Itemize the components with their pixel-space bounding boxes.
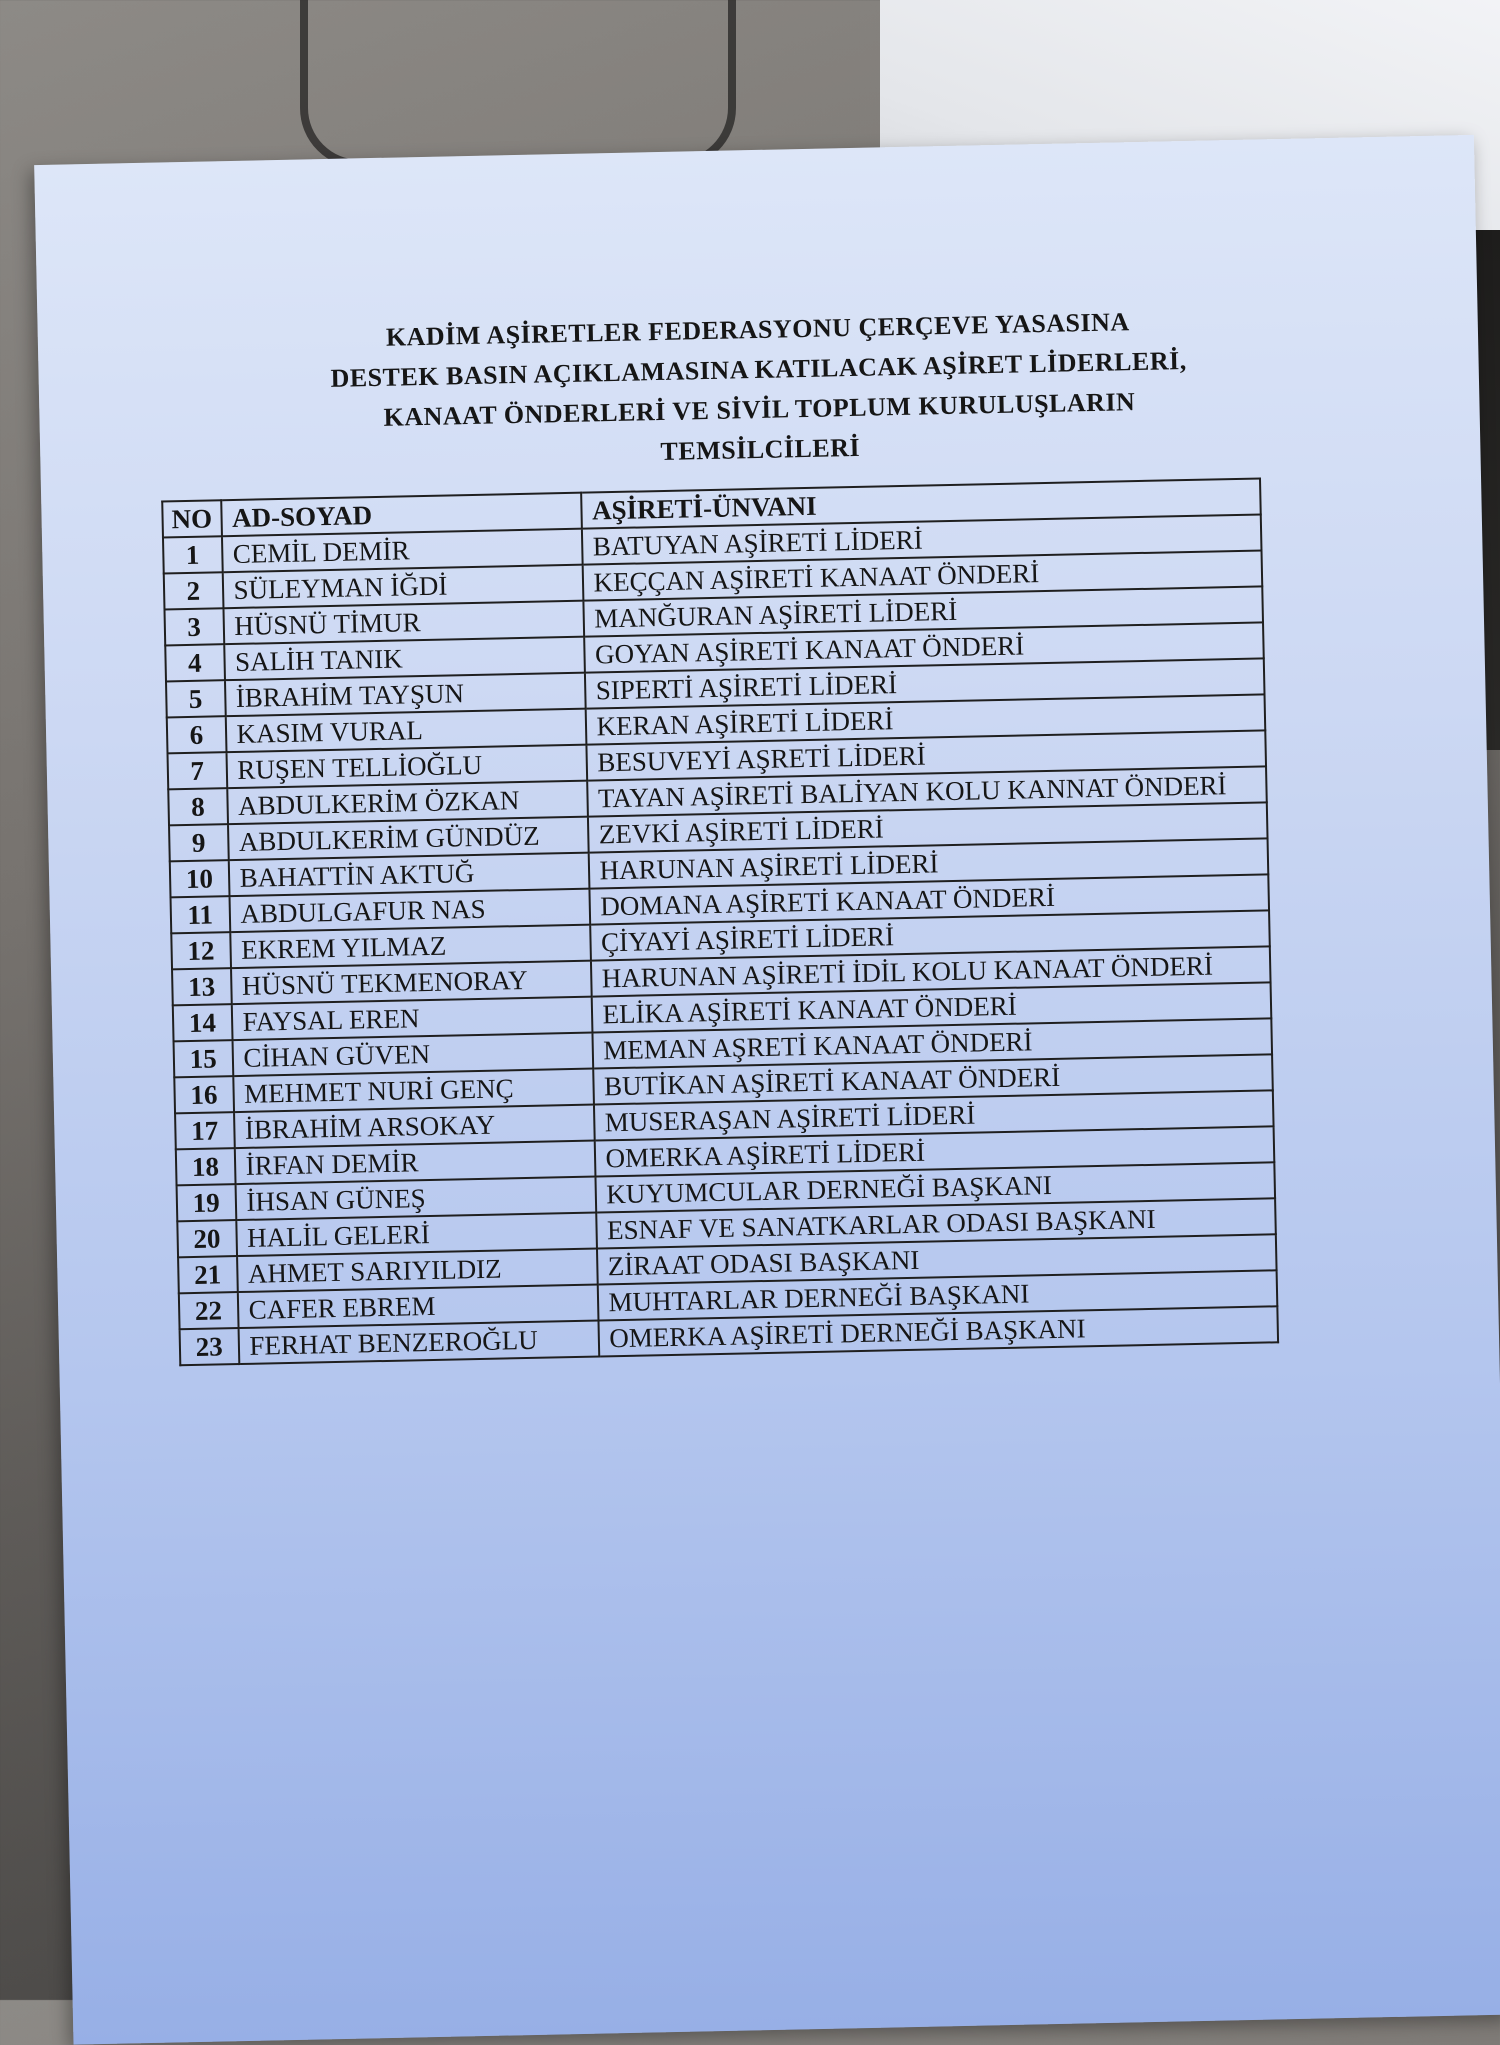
row-number: 8	[168, 788, 227, 825]
row-number: 6	[167, 716, 226, 753]
row-name: SALİH TANIK	[224, 637, 585, 681]
title-line: KADİM AŞİRETLER FEDERASYONU ÇERÇEVE YASASINA	[385, 307, 1130, 352]
row-number: 10	[170, 860, 229, 897]
row-title: TAYAN AŞİRETİ BALİYAN KOLU KANNAT ÖNDERİ	[587, 766, 1267, 816]
row-number: 17	[175, 1112, 234, 1149]
row-title: GOYAN AŞİRETİ KANAAT ÖNDERİ	[584, 622, 1264, 672]
row-title: KERAN AŞİRETİ LİDERİ	[585, 694, 1265, 744]
row-number: 22	[179, 1292, 238, 1329]
row-title: OMERKA AŞİRETİ LİDERİ	[594, 1126, 1274, 1176]
row-name: ABDULGAFUR NAS	[229, 889, 590, 933]
row-name: HALİL GELERİ	[236, 1213, 597, 1257]
row-name: HÜSNÜ TİMUR	[223, 601, 584, 645]
row-number: 2	[164, 572, 223, 609]
row-number: 23	[180, 1328, 239, 1365]
row-number: 21	[178, 1256, 237, 1293]
row-name: FERHAT BENZEROĞLU	[238, 1321, 599, 1365]
row-title: OMERKA AŞİRETİ DERNEĞİ BAŞKANI	[598, 1306, 1278, 1356]
row-number: 3	[164, 608, 223, 645]
row-title: BUTİKAN AŞİRETİ KANAAT ÖNDERİ	[593, 1054, 1273, 1104]
row-name: CEMİL DEMİR	[221, 529, 582, 573]
row-number: 1	[163, 536, 222, 573]
row-title: ELİKA AŞİRETİ KANAAT ÖNDERİ	[591, 982, 1271, 1032]
row-title: ZEVKİ AŞİRETİ LİDERİ	[587, 802, 1267, 852]
row-name: FAYSAL EREN	[231, 997, 592, 1041]
row-title: SIPERTİ AŞİRETİ LİDERİ	[584, 658, 1264, 708]
row-title: ÇİYAYİ AŞİRETİ LİDERİ	[590, 910, 1270, 960]
row-name: ABDULKERİM GÜNDÜZ	[228, 817, 589, 861]
title-line: KANAAT ÖNDERLERİ VE SİVİL TOPLUM KURULUŞLARIN	[383, 387, 1136, 432]
row-title: DOMANA AŞİRETİ KANAAT ÖNDERİ	[589, 874, 1269, 924]
row-number: 5	[166, 680, 225, 717]
row-title: MUHTARLAR DERNEĞİ BAŞKANI	[597, 1270, 1277, 1320]
row-number: 9	[169, 824, 228, 861]
row-name: HÜSNÜ TEKMENORAY	[231, 961, 592, 1005]
row-title: MANĞURAN AŞİRETİ LİDERİ	[583, 586, 1263, 636]
title-line: TEMSİLCİLERİ	[660, 432, 861, 467]
row-name: RUŞEN TELLİOĞLU	[226, 745, 587, 789]
row-name: İBRAHİM TAYŞUN	[224, 673, 585, 717]
header-no: NO	[162, 500, 221, 537]
row-name: ABDULKERİM ÖZKAN	[227, 781, 588, 825]
row-name: BAHATTİN AKTUĞ	[228, 853, 589, 897]
row-title: ZİRAAT ODASI BAŞKANI	[596, 1234, 1276, 1284]
row-title: MUSERAŞAN AŞİRETİ LİDERİ	[593, 1090, 1273, 1140]
row-title: KUYUMCULAR DERNEĞİ BAŞKANI	[595, 1162, 1275, 1212]
row-title: BESUVEYİ AŞRETİ LİDERİ	[586, 730, 1266, 780]
row-name: KASIM VURAL	[225, 709, 586, 753]
row-name: MEHMET NURİ GENÇ	[233, 1069, 594, 1113]
participants-table	[161, 477, 1279, 1366]
row-number: 16	[174, 1076, 233, 1113]
row-name: EKREM YILMAZ	[230, 925, 591, 969]
row-title: KEÇÇAN AŞİRETİ KANAAT ÖNDERİ	[582, 550, 1262, 600]
row-title: HARUNAN AŞİRETİ İDİL KOLU KANAAT ÖNDERİ	[590, 946, 1270, 996]
title-line: DESTEK BASIN AÇIKLAMASINA KATILACAK AŞİRET LİDERLERİ,	[330, 345, 1187, 393]
row-title: BATUYAN AŞİRETİ LİDERİ	[581, 514, 1261, 564]
background-railing	[300, 0, 736, 168]
header-name: AD-SOYAD	[221, 493, 582, 537]
row-name: İBRAHİM ARSOKAY	[234, 1105, 595, 1149]
row-name: SÜLEYMAN İĞDİ	[222, 565, 583, 609]
row-title: HARUNAN AŞİRETİ LİDERİ	[588, 838, 1268, 888]
row-name: İHSAN GÜNEŞ	[235, 1177, 596, 1221]
row-number: 20	[177, 1220, 236, 1257]
row-number: 4	[165, 644, 224, 681]
row-number: 7	[168, 752, 227, 789]
row-number: 12	[171, 932, 230, 969]
document-body	[38, 295, 1500, 1369]
row-number: 15	[174, 1040, 233, 1077]
row-number: 13	[172, 968, 231, 1005]
document-title	[257, 299, 1260, 480]
row-number: 18	[176, 1148, 235, 1185]
row-number: 19	[177, 1184, 236, 1221]
header-title: AŞİRETİ-ÜNVANI	[581, 478, 1261, 528]
table-body	[163, 514, 1278, 1365]
row-name: AHMET SARIYILDIZ	[237, 1249, 598, 1293]
row-name: CİHAN GÜVEN	[232, 1033, 593, 1077]
paper-sheet	[34, 135, 1500, 2045]
row-number: 14	[173, 1004, 232, 1041]
row-name: İRFAN DEMİR	[234, 1141, 595, 1185]
row-number: 11	[171, 896, 230, 933]
row-name: CAFER EBREM	[237, 1285, 598, 1329]
row-title: MEMAN AŞRETİ KANAAT ÖNDERİ	[592, 1018, 1272, 1068]
row-title: ESNAF VE SANATKARLAR ODASI BAŞKANI	[596, 1198, 1276, 1248]
